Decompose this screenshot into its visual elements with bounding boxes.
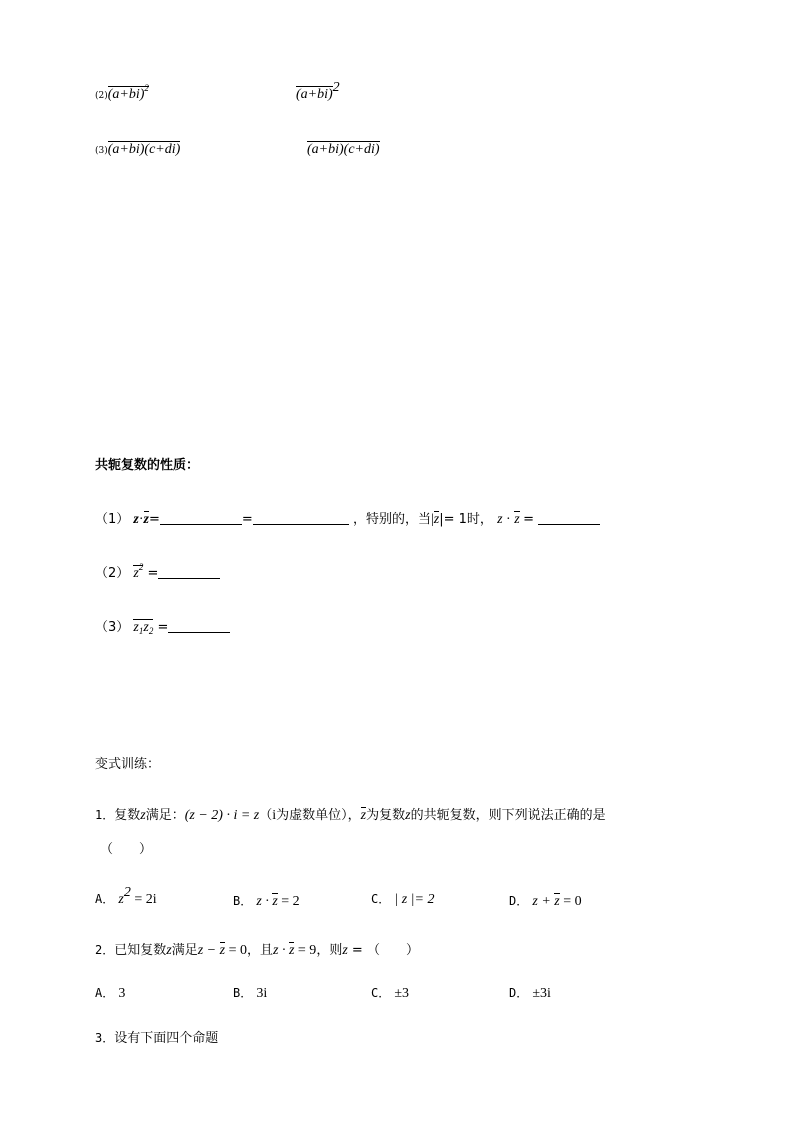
q1-option-a[interactable]: A． $z^2 = 2i$ [95, 885, 157, 907]
property-1: （1） z·z= = ，特别的，当|z|= 1时， z · z = [95, 511, 600, 527]
formula-row-3 [95, 141, 180, 157]
answer-blank[interactable] [253, 512, 349, 525]
q2-option-a[interactable]: A． 3 [95, 986, 126, 1001]
answer-blank[interactable] [538, 512, 600, 525]
conjugate-base: (a+bi) [296, 87, 333, 102]
q2-option-c[interactable]: C． ±3 [371, 986, 410, 1001]
q2-option-d[interactable]: D． ±3i [509, 986, 551, 1001]
conjugate-factor-b: (c+di) [343, 142, 380, 157]
question-1-answer-paren: （ ） [100, 842, 153, 857]
q1-option-d[interactable]: D． z + z = 0 [509, 894, 582, 909]
answer-blank[interactable] [168, 620, 230, 633]
row-number: (3) [95, 146, 108, 156]
conjugate-of-product: (a+bi)(c+di) [107, 142, 181, 157]
conjugate-z: $z^2$ [133, 562, 144, 581]
question-1: 1．复数z满足：(z − 2) · i = z（i为虚数单位），z为复数z的共轭复数，则下列说法正确的是 [95, 808, 606, 823]
conjugate-factor-a: (a+bi) [307, 142, 344, 157]
formula-row-3-rhs [307, 141, 380, 157]
property-3: （3） $z_1z_2$ = [95, 619, 230, 635]
answer-blank[interactable] [160, 512, 242, 525]
conjugate-of-square: $(a+bi)^2$ [107, 83, 149, 102]
property-2: （2） $z^2$ = [95, 565, 220, 581]
exercises-heading: 变式训练： [95, 757, 161, 772]
row-number: (2) [95, 91, 108, 101]
question-2: 2．已知复数z满足z − z = 0，且z · z = 9，则z = （ ） [95, 943, 419, 958]
q1-option-b[interactable]: B． z · z = 2 [233, 894, 300, 909]
properties-heading: 共轭复数的性质： [95, 458, 200, 473]
q1-option-c[interactable]: C． | z |= 2 [371, 892, 435, 907]
question-3: 3．设有下面四个命题 [95, 1031, 219, 1046]
conjugate-product: $z_1z_2$ [133, 620, 154, 636]
formula-row-2-rhs: $(a+bi)^2$ [296, 80, 340, 102]
formula-row-2 [95, 83, 149, 102]
answer-blank[interactable] [158, 566, 220, 579]
q2-option-b[interactable]: B． 3i [233, 986, 268, 1001]
